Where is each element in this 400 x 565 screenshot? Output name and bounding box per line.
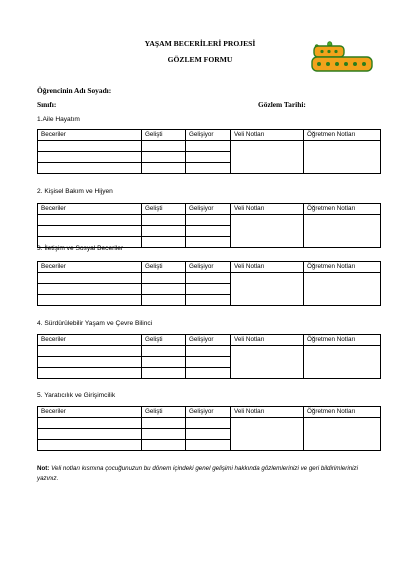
header-developing: Gelişiyor [186,130,231,141]
developed-cell[interactable] [142,429,186,440]
header-skills: Beceriler [38,204,142,215]
skill-cell[interactable] [38,346,142,357]
developed-cell[interactable] [142,418,186,429]
developed-cell[interactable] [142,163,186,174]
header-parent-notes: Veli Notları [231,204,304,215]
developing-cell[interactable] [186,295,231,306]
developing-cell[interactable] [186,237,231,248]
header-teacher-notes: Öğretmen Notları [304,407,381,418]
header-developing: Gelişiyor [186,335,231,346]
header-developed: Gelişti [142,407,186,418]
form-subtitle: GÖZLEM FORMU [167,55,233,64]
developing-cell[interactable] [186,346,231,357]
skill-cell[interactable] [38,357,142,368]
developed-cell[interactable] [142,284,186,295]
developing-cell[interactable] [186,357,231,368]
table-header-row [38,262,381,273]
table-header-row [38,130,381,141]
skill-cell[interactable] [38,226,142,237]
table-row [38,273,381,284]
developing-cell[interactable] [186,429,231,440]
skill-cell[interactable] [38,215,142,226]
developing-cell[interactable] [186,284,231,295]
header-skills: Beceriler [38,262,142,273]
note-text: Veli notları kısmına çocuğunuzun bu dönem içindeki genel gelişimi hakkında gözlemlerinizi ve geri bildirimlerinizi yazınız. [37,465,358,482]
developed-cell[interactable] [142,152,186,163]
teacher-notes-cell[interactable] [304,273,381,306]
skill-cell[interactable] [38,429,142,440]
skill-cell[interactable] [38,418,142,429]
table-row [38,418,381,429]
header-teacher-notes: Öğretmen Notları [304,204,381,215]
section-title: 1.Aile Hayatım [37,116,80,123]
parent-notes-cell[interactable] [231,141,304,174]
table-row [38,215,381,226]
observation-table [37,406,381,451]
header-developed: Gelişti [142,335,186,346]
header-parent-notes: Veli Notları [231,262,304,273]
skill-cell[interactable] [38,152,142,163]
header-developing: Gelişiyor [186,407,231,418]
developed-cell[interactable] [142,346,186,357]
section-title: 4. Sürdürülebilir Yaşam ve Çevre Bilinci [37,320,153,327]
developed-cell[interactable] [142,237,186,248]
developing-cell[interactable] [186,273,231,284]
teacher-notes-cell[interactable] [304,418,381,451]
section-title: 3. İletişim ve Sosyal Beceriler [37,245,124,252]
developing-cell[interactable] [186,418,231,429]
developed-cell[interactable] [142,357,186,368]
parent-notes-cell[interactable] [231,273,304,306]
header-developed: Gelişti [142,262,186,273]
table-row [38,346,381,357]
skill-cell[interactable] [38,163,142,174]
table-row [38,141,381,152]
parent-notes-cell[interactable] [231,418,304,451]
header-developed: Gelişti [142,130,186,141]
header-developing: Gelişiyor [186,262,231,273]
developing-cell[interactable] [186,368,231,379]
skill-cell[interactable] [38,440,142,451]
student-name-label: Öğrencinin Adı Soyadı: [37,86,112,95]
observation-table [37,129,381,174]
header-developed: Gelişti [142,204,186,215]
skill-cell[interactable] [38,141,142,152]
yasam-becerileri-logo [310,40,374,74]
developing-cell[interactable] [186,163,231,174]
developed-cell[interactable] [142,440,186,451]
header-teacher-notes: Öğretmen Notları [304,335,381,346]
developing-cell[interactable] [186,440,231,451]
table-header-row [38,407,381,418]
header-teacher-notes: Öğretmen Notları [304,262,381,273]
header-parent-notes: Veli Notları [231,130,304,141]
developed-cell[interactable] [142,215,186,226]
skill-cell[interactable] [38,295,142,306]
skill-cell[interactable] [38,368,142,379]
observation-date-label: Gözlem Tarihi: [258,100,306,109]
note-label: Not: [37,465,50,472]
header-skills: Beceriler [38,130,142,141]
table-header-row [38,204,381,215]
parent-notes-cell[interactable] [231,346,304,379]
developed-cell[interactable] [142,141,186,152]
developed-cell[interactable] [142,368,186,379]
header-developing: Gelişiyor [186,204,231,215]
developing-cell[interactable] [186,141,231,152]
class-label: Sınıfı: [37,100,57,109]
parent-notes-cell[interactable] [231,215,304,248]
table-header-row [38,335,381,346]
skill-cell[interactable] [38,284,142,295]
developing-cell[interactable] [186,226,231,237]
observation-table [37,334,381,379]
section-title: 2. Kişisel Bakım ve Hijyen [37,188,113,195]
teacher-notes-cell[interactable] [304,215,381,248]
developed-cell[interactable] [142,295,186,306]
header-teacher-notes: Öğretmen Notları [304,130,381,141]
developed-cell[interactable] [142,273,186,284]
teacher-notes-cell[interactable] [304,141,381,174]
section-title: 5. Yaratıcılık ve Girişimcilik [37,392,116,399]
observation-table [37,203,381,248]
header-skills: Beceriler [38,407,142,418]
header-parent-notes: Veli Notları [231,335,304,346]
skill-cell[interactable] [38,273,142,284]
teacher-notes-cell[interactable] [304,346,381,379]
footer-note [37,464,367,484]
header-parent-notes: Veli Notları [231,407,304,418]
observation-table [37,261,381,306]
developing-cell[interactable] [186,215,231,226]
developing-cell[interactable] [186,152,231,163]
form-title: YAŞAM BECERİLERİ PROJESİ [144,39,256,48]
header-skills: Beceriler [38,335,142,346]
developed-cell[interactable] [142,226,186,237]
